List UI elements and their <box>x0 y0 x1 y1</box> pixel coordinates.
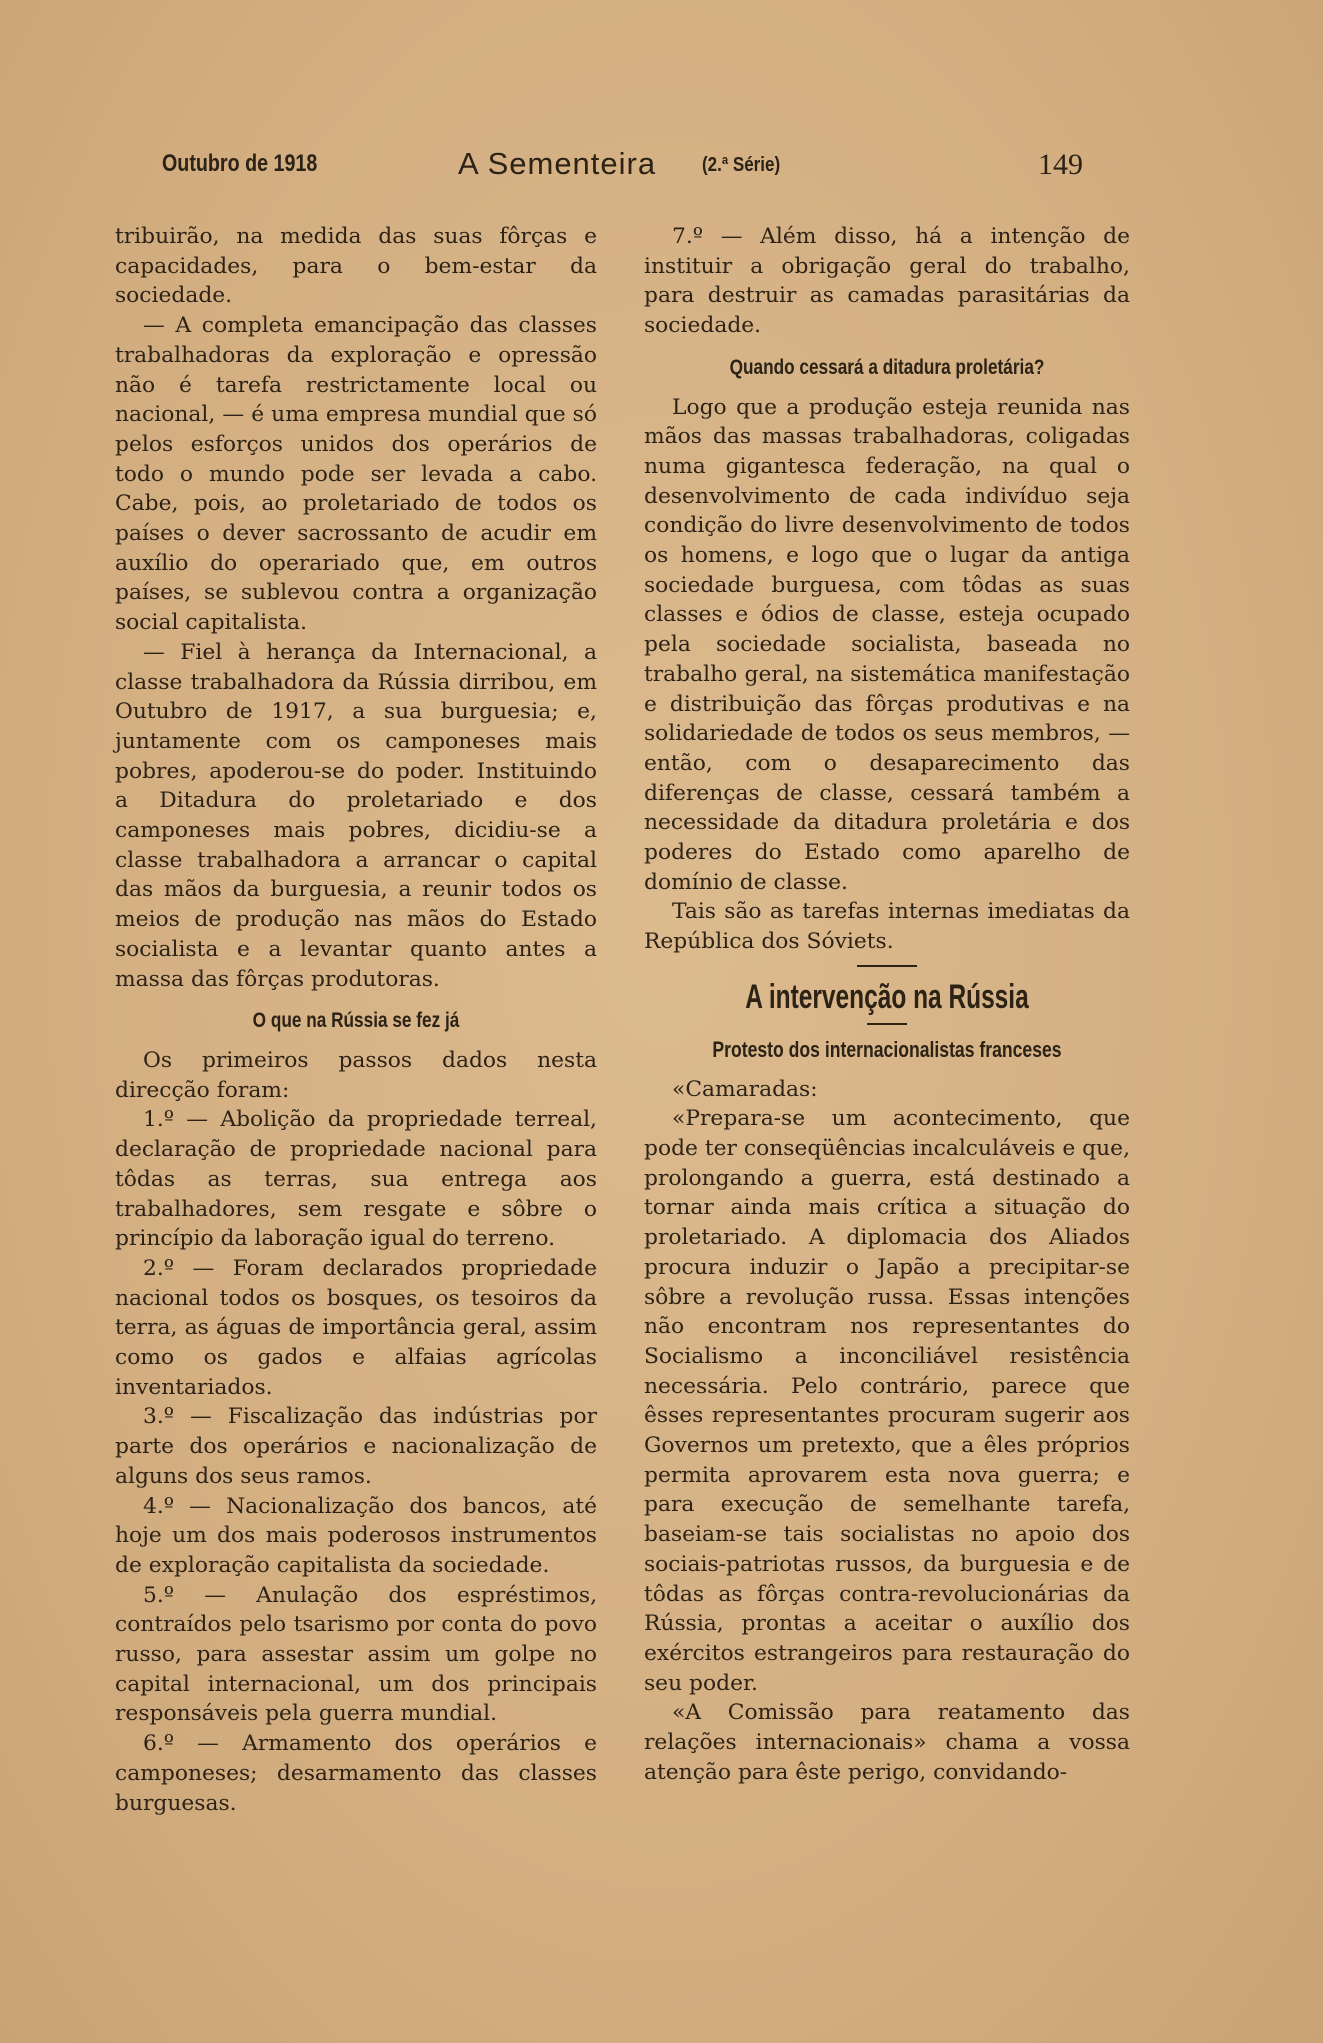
paragraph: «Prepara-se um acontecimento, que pode ter conseqüências incalculáveis e que, prolongando a guerra, está destinado a tornar ainda mais crítica a situação do proletariado. A diplomacia dos Aliados procura induzir o Japão a precipitar-se sôbre a revolução russa. Essas intenções não encontram nos representantes do Socialismo a inconciliável resistência necessária. Pelo contrário, parece que êsses representantes procuram sugerir aos Governos um pretexto, que a êles próprios permita aprovarem esta nova guerra; e para execução de semelhante tarefa, baseiam-se tais socialistas no apoio dos sociais-patriotas russos, da burguesia e de tôdas as fôrças contra-revolucionárias da Rússia, prontas a aceitar o auxílio dos exércitos estrangeiros para restauração do seu poder. <box>644 1106 1130 1696</box>
paragraph: «A Comissão para reatamento das relações internacionais» chama a vossa atenção para êste perigo, convidando- <box>644 1700 1130 1785</box>
list-item: 5.º — Anulação dos espréstimos, contraídos pelo tsarismo por conta do povo russo, para assestar assim um golpe no capital internacional, um dos principais responsáveis pela guerra mundial. <box>115 1582 597 1727</box>
paragraph: «Camaradas: <box>672 1076 818 1102</box>
series-label: (2.ª Série) <box>702 154 781 176</box>
paragraph: Os primeiros passos dados nesta direcção foram: <box>115 1047 597 1103</box>
section-heading: O que na Rússia se fez já <box>252 1009 460 1033</box>
divider <box>867 1023 907 1025</box>
list-item: 1.º — Abolição da propriedade terreal, declaração de propriedade nacional para tôdas as terras, sua entrega aos trabalhadores, sem resgate e sôbre o princípio da laboração igual do terreno. <box>115 1107 597 1252</box>
page-header <box>150 146 1095 186</box>
publication-title: A Sementeira <box>458 146 657 181</box>
article-title: A intervenção na Rússia <box>745 977 1029 1016</box>
list-item: 7.º — Além disso, há a intenção de instituir a obrigação geral do trabalho, para destruir as camadas parasitárias da sociedade. <box>644 224 1130 339</box>
list-item: 3.º — Fiscalização das indústrias por parte dos operários e nacionalização de alguns dos seus ramos. <box>115 1404 597 1489</box>
page-number: 149 <box>1038 148 1083 181</box>
article-subtitle: Protesto dos internacionalistas franceses <box>712 1036 1062 1062</box>
paragraph: — A completa emancipação das classes trabalhadoras da exploração e opressão não é tarefa restrictamente local ou nacional, — é uma empresa mundial que só pelos esforços unidos dos operários de todo o mundo pode ser levada a cabo. Cabe, pois, ao proletariado de todos os países o dever sacrossanto de acudir em auxílio do operariado que, em outros países, se sublevou contra a organização social capitalista. <box>115 313 597 636</box>
section-heading: Quando cessará a ditadura proletária? <box>729 355 1045 379</box>
list-item: 2.º — Foram declarados propriedade nacional todos os bosques, os tesoiros da terra, as águas de importância geral, assim como os gados e alfaias agrícolas inventariados. <box>115 1255 597 1400</box>
paragraph: Tais são as tarefas internas imediatas da República dos Sóviets. <box>644 899 1130 955</box>
divider <box>857 965 917 967</box>
issue-date: Outubro de 1918 <box>162 150 318 177</box>
paragraph: — Fiel à herança da Internacional, a classe trabalhadora da Rússia dirribou, em Outubro de 1917, a sua burguesia; e, juntamente com os camponeses mais pobres, apoderou-se do poder. Instituindo a Ditadura do proletariado e dos camponeses mais pobres, dicidiu-se a classe trabalhadora a arrancar o capital das mãos da burguesia, a reunir todos os meios de produção nas mãos do Estado socialista e a levantar quanto antes a massa das fôrças produtoras. <box>115 639 597 992</box>
list-item: 6.º — Armamento dos operários e camponeses; desarmamento das classes burguesas. <box>115 1731 597 1816</box>
list-item: 4.º — Nacionalização dos bancos, até hoje um dos mais poderosos instrumentos de exploração capitalista da sociedade. <box>115 1493 597 1578</box>
paragraph: Logo que a produção esteja reunida nas mãos das massas trabalhadoras, coligadas numa gigantesca federação, na qual o desenvolvimento de cada indivíduo seja condição do livre desenvolvimento de todos os homens, e logo que o lugar da antiga sociedade burguesa, com tôdas as suas classes e ódios de classe, esteja ocupado pela sociedade socialista, baseada no trabalho geral, na sistemática manifestação e distribuição das fôrças produtivas e na solidariedade de todos os seus membros, — então, com o desaparecimento das diferenças de classe, cessará também a necessidade da ditadura proletária e dos poderes do Estado como aparelho de domínio de classe. <box>644 394 1130 895</box>
left-column <box>115 222 597 1818</box>
right-column <box>644 222 1130 1787</box>
paragraph: tribuirão, na medida das suas fôrças e capacidades, para o bem-estar da sociedade. <box>115 224 597 309</box>
